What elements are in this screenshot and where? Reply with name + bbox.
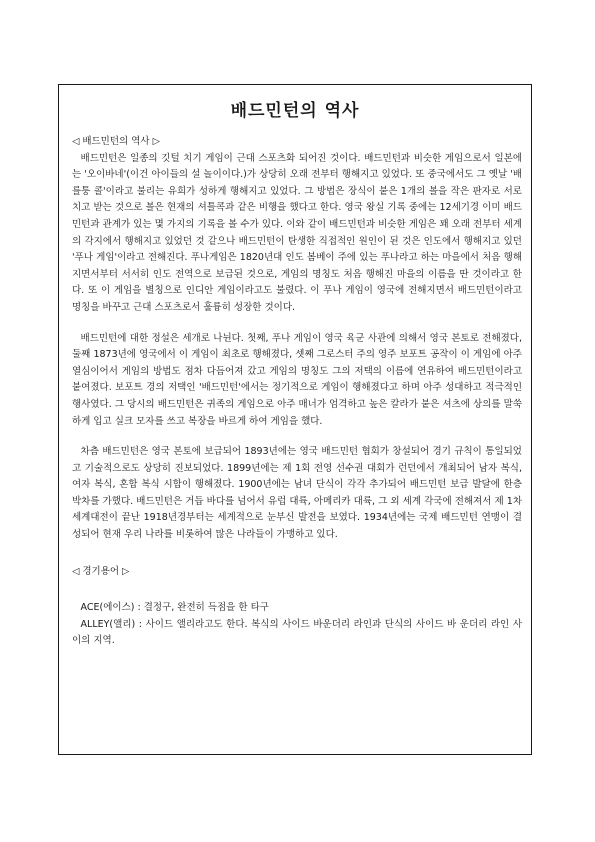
document-title: 배드민턴의 역사 xyxy=(230,101,360,121)
paragraph-spacer xyxy=(72,317,522,331)
term-entry: ALLEY(앨리) : 사이드 앨리라고도 한다. 복식의 사이드 바운더리 라인과 단식의 사이드 바 운더리 라인 사이의 지역. xyxy=(72,618,522,647)
paragraph: 배드민턴은 일종의 깃털 치기 게임이 근대 스포츠화 되어진 것이다. 배드민턴과 비슷한 게임으로서 일본에는 '오이바네'(이건 아이들의 설 놀이이다.)가 상당히 오래 전부터 행해지고 있었다. 또 중국에서도 그 옛날 '배를퉁 콜'이라고 불리는 유희가 성하게 행해지고 있었다. 그 방법은 장식이 붙은 1개의 볼을 작은 판자로 서로 치고 받는 것으로 볼은 현재의 셔틀콕과 같은 비행을 했다고 한다. 영국 왕실 기록 중에는 12세기경 이미 배드민턴과 관계가 있는 몇 가지의 기록을 볼 수가 있다. 이와 같이 배드민턴과 비슷한 게임은 꽤 오래 전부터 세계의 각지에서 행해지고 있었던 것 같으나 배드민턴이 탄생한 직접적인 원인이 된 것은 인도에서 행해지고 있던 '푸나 게임'이라고 전해진다. 푸나게임은 1820년대 인도 봄베이 주에 있는 푸나라고 하는 마을에서 처음 행해지면서부터 서서히 인도 전역으로 보급된 것으로, 게임의 명칭도 처음 행해진 마을의 이름을 딴 것이라고 한다. 또 이 게임을 별칭으로 인디안 게임이라고도 불렸다. 이 푸나 게임이 영국에 전해지면서 배드민턴이라고 명칭을 바꾸고 근대 스포츠로서 훌륭히 성장한 것이다. xyxy=(72,152,522,313)
section-spacer xyxy=(72,544,522,564)
section-heading-history: ◁ 배드민턴의 역사 ▷ xyxy=(72,136,160,147)
term-entry: ACE(에이스) : 결정구, 완전히 득점을 한 타구 xyxy=(80,602,269,614)
section-heading-terms: ◁ 경기용어 ▷ xyxy=(72,565,130,577)
section-spacer xyxy=(72,580,522,600)
paragraph: 차츰 배드민턴은 영국 본토에 보급되어 1893년에는 영국 배드민턴 협회가 창설되어 경기 규칙이 통일되었고 기술적으로도 상당히 진보되었다. 1899년에는 제 1회 전영 선수권 대회가 런던에서 개최되어 남자 복식, 여자 복식, 혼합 복식 시합이 행해졌다. 1900년에는 남녀 단식이 각각 추가되어 배드민턴 보급 발달에 한층 박차를 가했다. 배드민턴은 거듭 바다를 넘어서 유럽 대륙, 아메리카 대륙, 그 외 세계 각국에 전해져서 제 1차 세계대전이 끝난 1918년경부터는 세계적으로 눈부신 발전을 보였다. 1934년에는 국제 배드민턴 연맹이 결성되어 현재 우리 나라를 비롯하여 많은 나라들이 가맹하고 있다. xyxy=(72,446,522,541)
document-body xyxy=(72,134,522,650)
paragraph-spacer xyxy=(72,430,522,444)
paragraph: 배드민턴에 대한 정설은 세개로 나뉜다. 첫째, 푸나 게임이 영국 육군 사관에 의해서 영국 본토로 전해졌다, 둘째 1873년에 영국에서 이 게임이 최초로 행해졌다, 셋째 그로스터 주의 영주 보포트 공작이 이 게임에 아주 열심이어서 게임의 방법도 점차 다듬어져 갔고 게임의 명칭도 그의 저택의 이름에 연유하여 배드민턴이라고 붙여졌다. 보포트 경의 저택인 '배드민턴'에서는 정기적으로 게임이 행해졌다고 하며 아주 성대하고 적극적인 행사였다. 그 당시의 배드민턴은 귀족의 게임으로 아주 매너가 엄격하고 높은 칼라가 붙은 셔츠에 상의를 말쑥하게 입고 실크 모자를 쓰고 복장을 바르게 하여 게임을 했다. xyxy=(72,332,522,427)
